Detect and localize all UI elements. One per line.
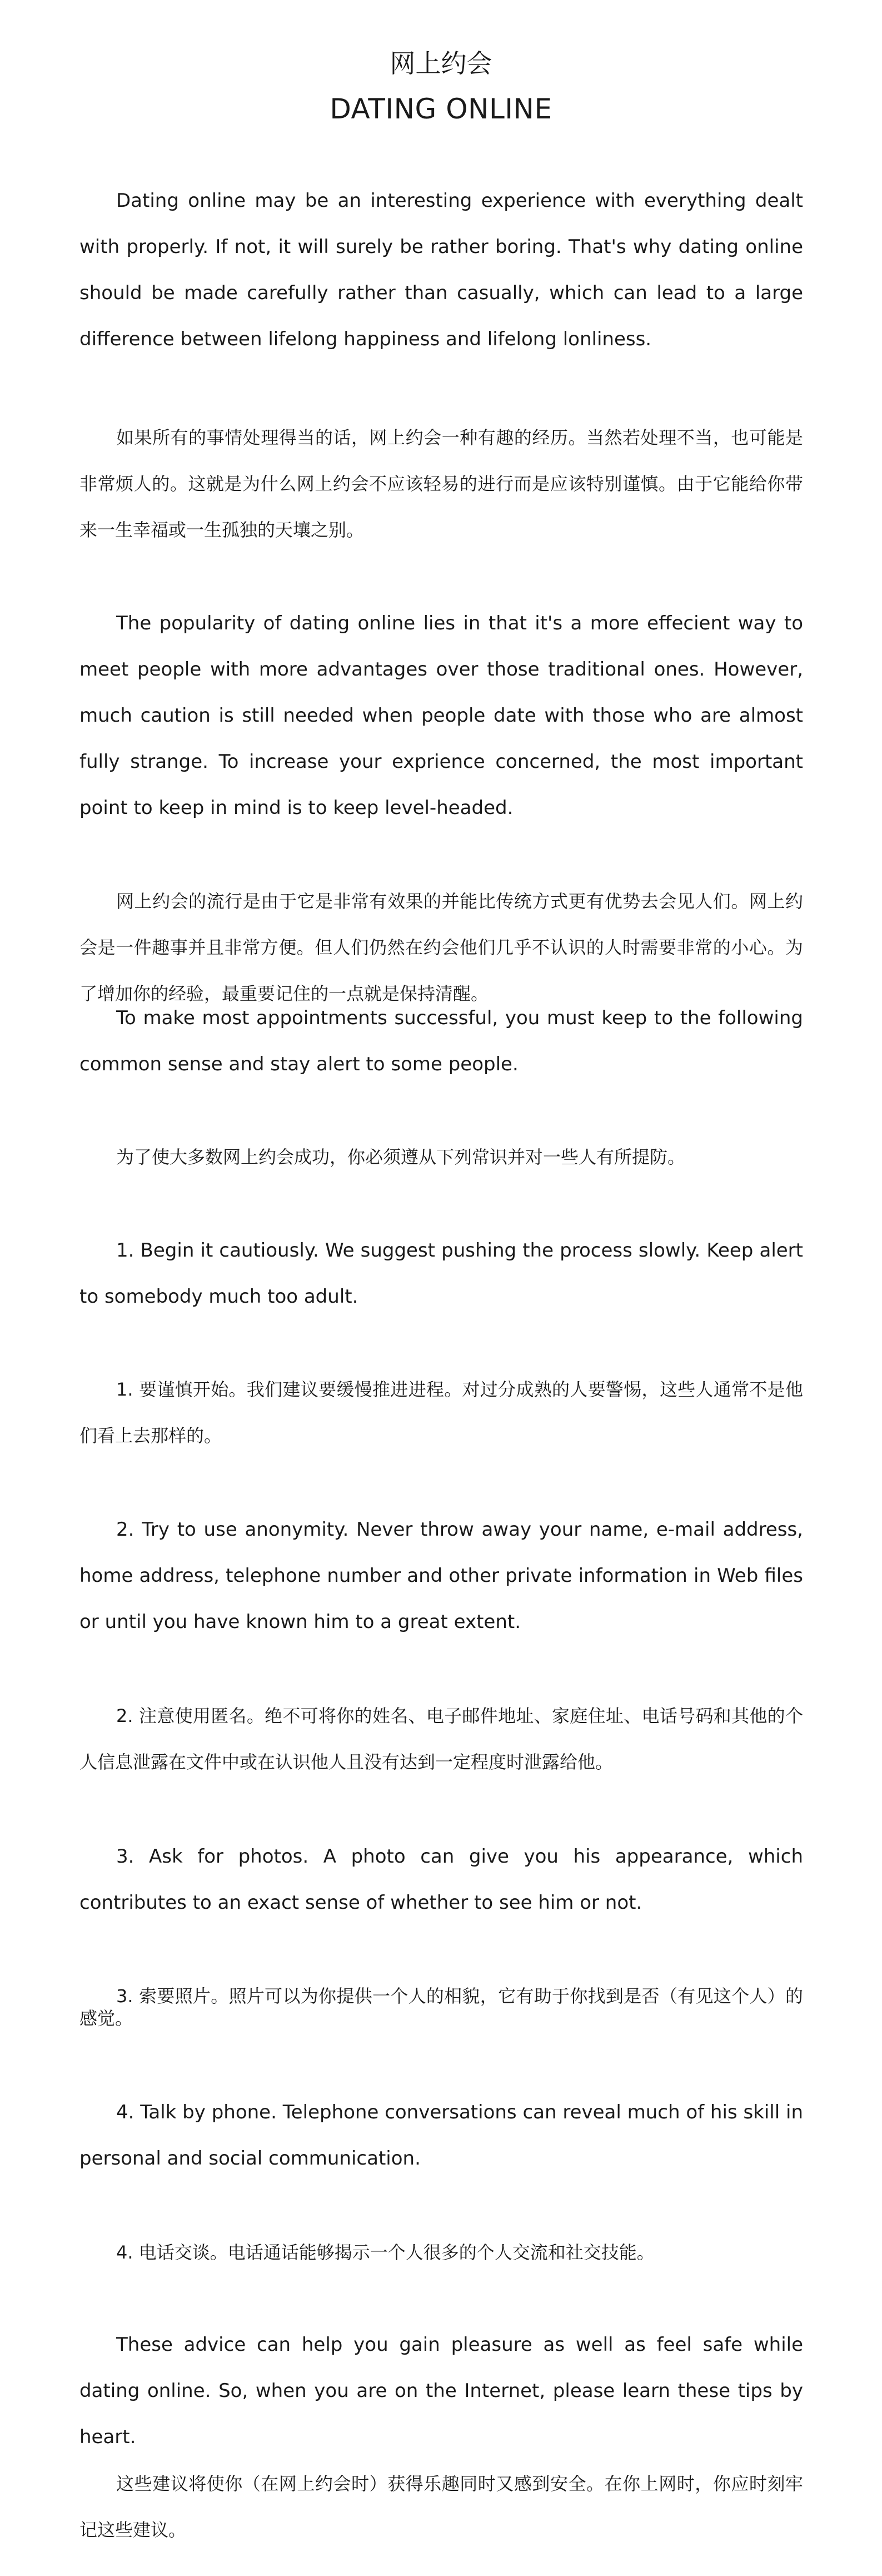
paragraph-zh-popularity: 网上约会的流行是由于它是非常有效果的并能比传统方式更有优势去会见人们。网上约会是一件趣事并且非常方便。但人们仍然在约会他们几乎不认识的人时需要非常的小心。为了增加你的经验，最重要记住的一点就是保持清醒。 [79, 891, 803, 1004]
paragraph-zh-common-sense: 为了使大多数网上约会成功，你必须遵从下列常识并对一些人有所提防。 [116, 1146, 686, 1168]
paragraph-en-common-sense: To make most appointments successful, you must keep to the following common sense and stay alert to some people. [79, 1007, 803, 1075]
paragraph-zh-conclusion: 这些建议将使你（在网上约会时）获得乐趣同时又感到安全。在你上网时，你应时刻牢记这些建议。 [79, 2473, 803, 2540]
title-chinese: 网上约会 [390, 48, 492, 78]
paragraph-zh-tip-2: 2. 注意使用匿名。绝不可将你的姓名、电子邮件地址、家庭住址、电话号码和其他的个人信息泄露在文件中或在认识他人且没有达到一定程度时泄露给他。 [79, 1705, 803, 1773]
paragraph-en-tip-2: 2. Try to use anonymity. Never throw away your name, e-mail address, home address, telephone number and other private information in Web files or until you have known him to a great extent. [79, 1518, 803, 1633]
paragraph-zh-tip-4: 4. 电话交谈。电话通话能够揭示一个人很多的个人交流和社交技能。 [116, 2242, 655, 2263]
title-english: DATING ONLINE [330, 93, 552, 125]
paragraph-zh-tip-3: 3. 索要照片。照片可以为你提供一个人的相貌，它有助于你找到是否（有见这个人）的感觉。 [79, 1986, 803, 2029]
paragraph-en-conclusion: These advice can help you gain pleasure as well as feel safe while dating online. So, when you are on the Internet, please learn these tips by heart. [79, 2334, 803, 2448]
paragraph-en-popularity: The popularity of dating online lies in that it's a more effecient way to meet people with more advantages over those traditional ones. However, much caution is still needed when people date with those who are almost fully strange. To increase your exprience concerned, the most important point to keep in mind is to keep level-headed. [79, 612, 803, 819]
paragraph-en-tip-4: 4. Talk by phone. Telephone conversations can reveal much of his skill in personal and social communication. [79, 2101, 803, 2170]
paragraph-en-tip-1: 1. Begin it cautiously. We suggest pushing the process slowly. Keep alert to somebody much too adult. [79, 1239, 803, 1308]
paragraph-en-intro: Dating online may be an interesting experience with everything dealt with properly. If not, it will surely be rather boring. That's why dating online should be made carefully rather than casually, which can lead to a large difference between lifelong happiness and lifelong lonliness. [79, 190, 803, 350]
paragraph-zh-intro: 如果所有的事情处理得当的话，网上约会一种有趣的经历。当然若处理不当，也可能是非常烦人的。这就是为什么网上约会不应该轻易的进行而是应该特别谨慎。由于它能给你带来一生幸福或一生孤独的天壤之别。 [79, 427, 803, 540]
paragraph-zh-tip-1: 1. 要谨慎开始。我们建议要缓慢推进进程。对过分成熟的人要警惕，这些人通常不是他们看上去那样的。 [79, 1379, 803, 1446]
paragraph-en-tip-3: 3. Ask for photos. A photo can give you his appearance, which contributes to an exact sense of whether to see him or not. [79, 1845, 803, 1914]
